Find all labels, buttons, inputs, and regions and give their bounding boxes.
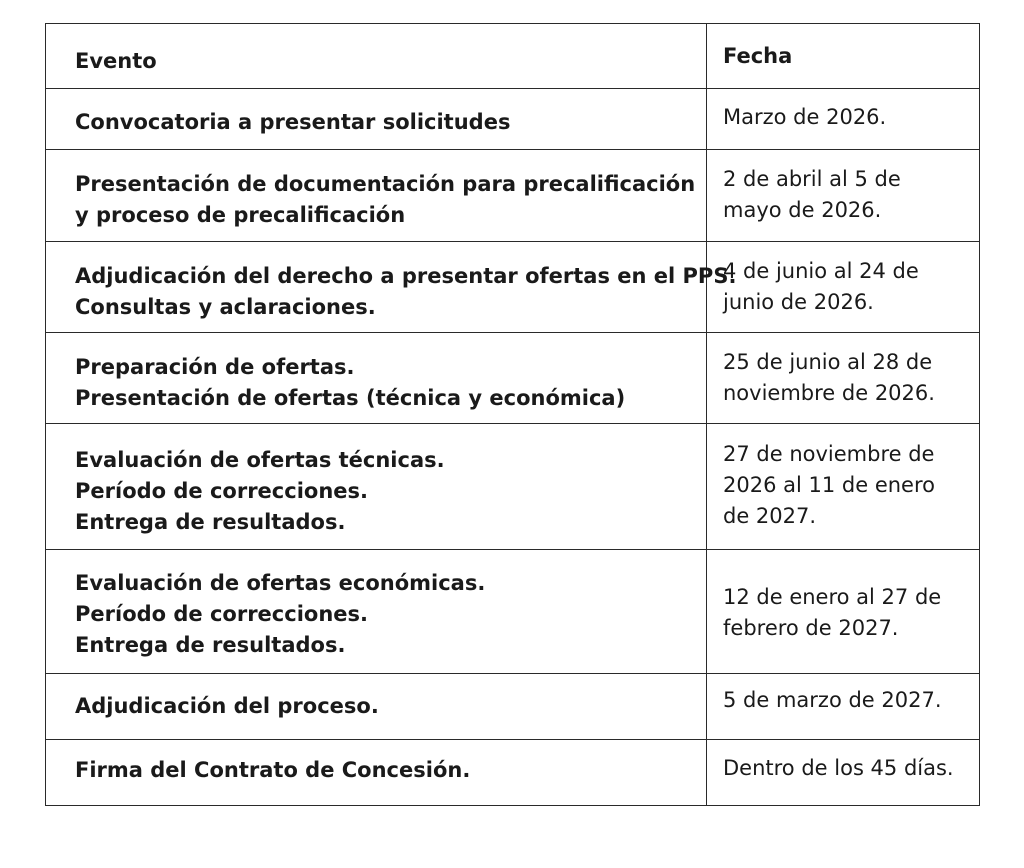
table-row <box>46 740 980 806</box>
event-text-line: Consultas y aclaraciones. <box>75 295 376 319</box>
date-text-line: Marzo de 2026. <box>723 105 887 129</box>
event-cell <box>46 89 707 150</box>
event-cell <box>46 242 737 333</box>
header-event-cell <box>46 24 707 89</box>
date-text-line: febrero de 2027. <box>723 616 899 640</box>
date-cell <box>707 424 980 550</box>
schedule-table <box>45 23 980 806</box>
table-header-row <box>46 24 980 89</box>
date-text-line: 4 de junio al 24 de <box>723 259 919 283</box>
event-text-line: Adjudicación del derecho a presentar ofertas en el PPS. <box>75 264 737 288</box>
event-text-line: Entrega de resultados. <box>75 510 346 534</box>
date-text-line: 5 de marzo de 2027. <box>723 688 942 712</box>
header-event-label: Evento <box>75 49 157 73</box>
header-date-label: Fecha <box>723 44 793 68</box>
event-cell <box>46 740 707 806</box>
date-cell <box>707 150 980 242</box>
date-text-line: junio de 2026. <box>723 290 874 314</box>
schedule-table-body <box>46 24 980 806</box>
date-text-line: Dentro de los 45 días. <box>723 756 954 780</box>
event-text-line: y proceso de precalificación <box>75 203 406 227</box>
event-cell <box>46 674 707 740</box>
event-text-line: Evaluación de ofertas económicas. <box>75 571 486 595</box>
event-cell <box>46 150 707 242</box>
event-text-line: Presentación de ofertas (técnica y económica) <box>75 386 626 410</box>
event-cell <box>46 333 707 424</box>
date-text-line: de 2027. <box>723 504 817 528</box>
event-text-line: Evaluación de ofertas técnicas. <box>75 448 445 472</box>
event-text-line: Convocatoria a presentar solicitudes <box>75 110 511 134</box>
event-text-line: Entrega de resultados. <box>75 633 346 657</box>
event-text-line: Período de correcciones. <box>75 602 368 626</box>
table-row <box>46 674 980 740</box>
event-cell <box>46 424 707 550</box>
table-row <box>46 242 980 333</box>
event-text-line: Firma del Contrato de Concesión. <box>75 758 471 782</box>
header-date-cell <box>707 24 980 89</box>
date-cell <box>707 550 980 674</box>
event-cell <box>46 550 707 674</box>
date-text-line: 25 de junio al 28 de <box>723 350 933 374</box>
date-cell <box>707 333 980 424</box>
table-row <box>46 333 980 424</box>
date-text-line: 2026 al 11 de enero <box>723 473 935 497</box>
event-text-line: Presentación de documentación para precalificación <box>75 172 696 196</box>
table-row <box>46 550 980 674</box>
date-text-line: noviembre de 2026. <box>723 381 935 405</box>
date-cell <box>707 740 980 806</box>
table-row <box>46 424 980 550</box>
event-text-line: Preparación de ofertas. <box>75 355 355 379</box>
date-cell <box>707 89 980 150</box>
date-text-line: 12 de enero al 27 de <box>723 585 942 609</box>
table-row <box>46 89 980 150</box>
table-row <box>46 150 980 242</box>
event-text-line: Período de correcciones. <box>75 479 368 503</box>
date-text-line: 27 de noviembre de <box>723 442 935 466</box>
date-text-line: mayo de 2026. <box>723 198 882 222</box>
event-text-line: Adjudicación del proceso. <box>75 694 379 718</box>
date-cell <box>707 674 980 740</box>
date-cell <box>707 242 980 333</box>
date-text-line: 2 de abril al 5 de <box>723 167 901 191</box>
